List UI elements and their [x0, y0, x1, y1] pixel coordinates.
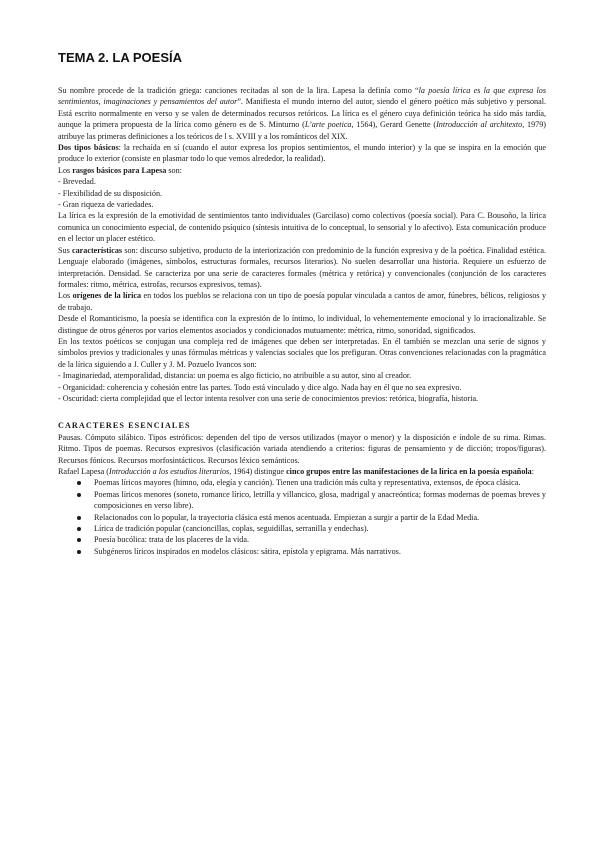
bullet-icon — [77, 527, 81, 531]
lapesa-text-a: Rafael Lapesa ( — [58, 467, 109, 476]
convenciones-list — [58, 370, 546, 404]
origenes-paragraph — [58, 290, 546, 313]
list-item — [58, 512, 546, 523]
rasgos-text-a: Los — [58, 165, 73, 175]
list-item — [58, 477, 546, 488]
caracteristicas-text-b: son: discurso subjetivo, producto de la interiorización con predominio de la función expresiva y de la poética. Finalidad estética. Lenguaje elaborado (imágenes, símbolos, estructuras formales, recursos literarios). No suelen desarrollar una historia. Requiere un esfuerzo de interpretación. Densidad. Se caracteriza por una serie de caracteres formales (métrica y retórica) y convencionales (conjunción de los caracteres formales: ritmo, métrica, estrofas, recursos expresivos, temas). — [58, 245, 546, 289]
work-title-arte-poetica: L’arte poetica — [304, 120, 352, 130]
caracteristicas-heading: características — [72, 245, 123, 255]
bullet-icon — [77, 493, 81, 497]
pausas-paragraph: Pausas. Cómputo silábico. Tipos estróficos: dependen del tipo de versos utilizados (mayor o menor) y la disposición e índole de su rima. Rimas. Ritmo. Tipos de poemas. Recursos expresivos (clasificación variada atendiendo a criterios: figuras de pensamiento y de dicción; tropos/figuras). Recursos fónicos. Recursos morfosintácticos. Recursos léxico semánticos. — [58, 432, 546, 465]
bullet-text: Lírica de tradición popular (cancioncillas, coplas, seguidillas, serranilla y endechas). — [94, 524, 369, 534]
intro-text-a: Su nombre procede de la tradición griega: canciones recitadas al son de la lira. Lapesa la definía como “ — [58, 86, 419, 95]
bullet-text: Poemas líricos mayores (himno, oda, elegía y canción). Tienen una tradición más culta y representativa, extensos, de época clásica. — [94, 478, 521, 488]
list-item: - Flexibilidad de su disposición. — [58, 188, 163, 198]
document-page — [58, 50, 546, 557]
tipos-heading: Dos tipos básicos — [58, 143, 119, 153]
bullet-icon — [77, 538, 81, 542]
lapesa-quote: la poesía lírica es la que expresa los sentimientos, imaginaciones y pensamientos del autor — [58, 86, 546, 107]
rasgos-paragraph — [58, 165, 546, 176]
document-title: TEMA 2. LA POESÍA — [58, 50, 182, 65]
bullet-icon — [77, 516, 81, 520]
lapesa-heading: cinco grupos entre las manifestaciones de la lírica en la poesía española — [286, 467, 532, 476]
list-item: - Organicidad: coherencia y cohesión entre las partes. Todo está vinculado y dice algo. Nada hay en él que no sea expresivo. — [58, 382, 462, 392]
list-item: - Gran riqueza de variedades. — [58, 200, 154, 210]
list-item: - Oscuridad: cierta complejidad que el lector intenta resolver con una serie de conocimientos previos: retórica, biografía, historia. — [58, 393, 479, 403]
list-item — [58, 534, 546, 545]
list-item — [58, 489, 546, 512]
bullet-icon — [77, 550, 81, 554]
textos-paragraph: En los textos poéticos se conjugan una compleja red de imágenes que deben ser interpretadas. En él también se mezclan una serie de signos y símbolos previos y tradicionales y unas fórmulas métricas y valencias sociales que los prefiguran. Otras convenciones relacionadas con la pragmática de la lírica siguiendo a J. Culler y J. M. Pozuelo Ivancos son: — [58, 336, 546, 369]
rasgos-list — [58, 176, 546, 210]
origenes-heading: orígenes de la lírica — [72, 291, 142, 301]
caracteristicas-text-a: Sus — [58, 245, 72, 255]
list-item: - Brevedad. — [58, 177, 96, 187]
origenes-text-a: Los — [58, 291, 73, 301]
list-item — [58, 523, 546, 534]
list-item: - Imaginariedad, atemporalidad, distancia: un poema es algo ficticio, no atribuible a su autor, sino al creador. — [58, 371, 412, 381]
intro-text-d: , 1979) atribuye las primeras definiciones a los teóricos de l s. XVIII y a los románticos del XIX. — [58, 120, 546, 141]
lapesa-paragraph — [58, 466, 546, 477]
tipos-paragraph — [58, 142, 546, 165]
romanticismo-paragraph: Desde el Romanticismo, la poesía se identifica con la expresión de lo íntimo, lo individual, lo vehementemente emocional y lo irracionalizable. Se distingue de otros géneros por varios elementos asociados y condicionados mutuamente: métrica, ritmo, sonoridad, significados. — [58, 314, 546, 335]
bullet-text: Poemas líricos menores (soneto, romance lírico, letrilla y villancico, glosa, madrigal y anacreóntica; formas modernas de poemas breves y composiciones en verso libre). — [94, 489, 546, 511]
origenes-text-b: en todos los pueblos se relaciona con un tipo de poesía popular vinculada a cantos de amor, fúnebres, bélicos, religiosos y de trabajo. — [58, 291, 547, 312]
caracteristicas-paragraph — [58, 245, 546, 291]
intro-text-b: ”. Manifiesta el mundo interno del autor, siendo el género poético más subjetivo y personal. Está escrito normalmente en verso y se valen de determinados recursos retóricos. La lírica es el género cuya definición teórica ha sido más tardía, aunque la primera propuesta de la lírica como género es de S. Minturno ( — [58, 97, 546, 130]
list-item — [58, 546, 546, 557]
section-heading: CARACTERES ESENCIALES — [58, 421, 191, 431]
tipos-text: : la rechaída en sí (cuando el autor expresa los propios sentimientos, el mundo interior) y la que se inspira en la emoción que produce lo exterior (consiste en plasmar todo lo que vemos alrededor, la realidad). — [58, 143, 546, 164]
work-title-estudios: Introducción a los estudios literarios — [108, 467, 230, 476]
work-title-architexto: Introducción al architexto — [436, 120, 523, 130]
rasgos-text-b: son: — [166, 165, 182, 175]
expresion-paragraph: La lírica es la expresión de la emotividad de sentimientos tanto individuales (Garcilaso) como colectivos (poesía social). Para C. Bousoño, la lírica comunica un conocimiento especial, de contenido psíquico (síntesis intuitiva de lo conceptual, lo sensorial y lo afectivo). Esta comunicación produce en el lector un placer estético. — [58, 211, 546, 244]
rasgos-heading: rasgos básicos para Lapesa — [72, 165, 167, 175]
intro-paragraph — [58, 85, 546, 142]
bullet-text: Poesía bucólica: trata de los placeres de la vida. — [94, 535, 249, 545]
lapesa-text-c: : — [531, 467, 534, 476]
bullet-text: Relacionados con lo popular, la trayectoria clásica está menos acentuada. Empiezan a surgir a partir de la Edad Media. — [94, 512, 480, 522]
lapesa-text-b: , 1964) distingue — [229, 467, 287, 476]
intro-text-c: , 1564), Gerard Genette ( — [351, 120, 437, 130]
bullet-text: Subgéneros líricos inspirados en modelos clásicos: sátira, epístola y epigrama. Más narrativos. — [94, 546, 401, 556]
grupos-list — [58, 477, 546, 557]
bullet-icon — [77, 481, 81, 485]
